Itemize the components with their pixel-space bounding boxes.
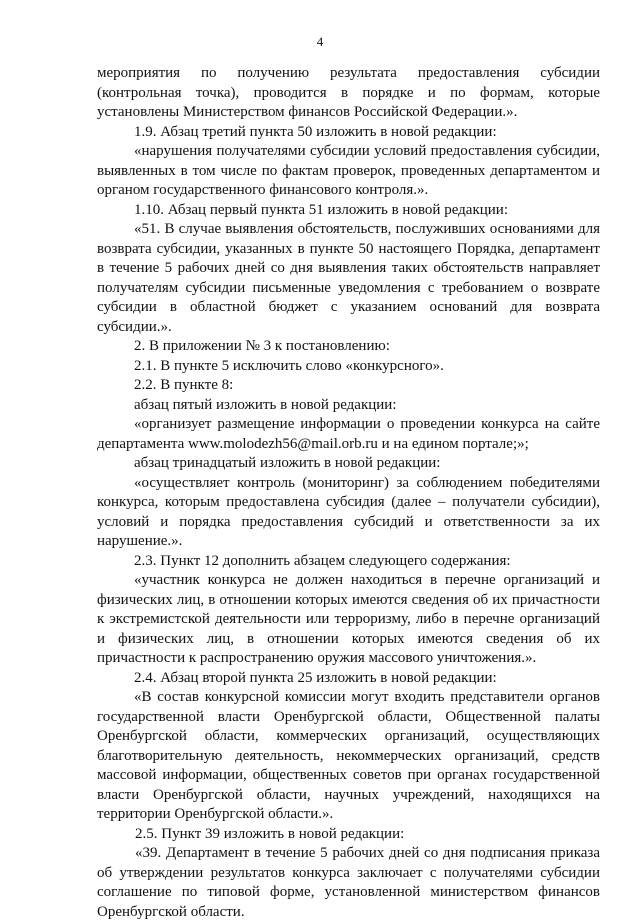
paragraph-quote-2-4: «В состав конкурсной комиссии могут входить представители органов государственной власти Оренбургской области, Общественной палаты Оренбургской области, коммерческих организаций, осуществляющих благотворительную деятельность, некоммерческих организаций, средств массовой информации, общественных советов при органах государственной власти Оренбургской области, научных учреждений, находящихся на территории Оренбургской области.». xyxy=(97,689,600,822)
paragraph-item-2-4: 2.4. Абзац второй пункта 25 изложить в новой редакции: xyxy=(134,669,497,686)
paragraph-item-2-1: 2.1. В пункте 5 исключить слово «конкурсного». xyxy=(134,357,444,374)
paragraph-quote-abzac-5: «организует размещение информации о проведении конкурса на сайте департамента www.molodezh56@mail.orb.ru и на едином портале;»; xyxy=(97,416,600,452)
paragraph-abzac-5: абзац пятый изложить в новой редакции: xyxy=(134,396,397,413)
paragraph-item-2: 2. В приложении № 3 к постановлению: xyxy=(134,338,390,354)
paragraph-abzac-13: абзац тринадцатый изложить в новой редакции: xyxy=(134,455,441,471)
paragraph-item-2-2: 2.2. В пункте 8: xyxy=(134,377,234,393)
paragraph-item-1-10: 1.10. Абзац первый пункта 51 изложить в новой редакции: xyxy=(134,201,508,218)
paragraph-item-2-3: 2.3. Пункт 12 дополнить абзацем следующего содержания: xyxy=(134,552,511,569)
document-body xyxy=(97,64,600,922)
paragraph-item-2-5: 2.5. Пункт 39 изложить в новой редакции: xyxy=(135,825,405,842)
paragraph-quote-1-9: «нарушения получателями субсидии условий предоставления субсидии, выявленных в том числе по фактам проверок, проведенных департаментом и органом государственного финансового контроля.». xyxy=(97,143,600,198)
paragraph-quote-2-5: «39. Департамент в течение 5 рабочих дней со дня подписания приказа об утверждении результатов конкурса заключает с получателями субсидии соглашение по типовой форме, установленной министерством финансов Оренбургской области. xyxy=(97,845,600,920)
paragraph-quote-abzac-13: «осуществляет контроль (мониторинг) за соблюдением победителями конкурса, которым предоставлена субсидия (далее – получатели субсидии), условий и порядка предоставления субсидий и ответственности за их нарушение.». xyxy=(97,474,600,549)
paragraph-quote-1-10: «51. В случае выявления обстоятельств, послуживших основаниями для возврата субсидии, указанных в пункте 50 настоящего Порядка, департамент в течение 5 рабочих дней со дня выявления таких обстоятельств направляет получателям субсидии письменные уведомления с требованием о возврате субсидии в областной бюджет с указанием оснований для возврата субсидии.». xyxy=(97,221,600,335)
paragraph-quote-2-3: «участник конкурса не должен находиться в перечне организаций и физических лиц, в отношении которых имеются сведения об их причастности к экстремистской деятельности или терроризму, либо в перечне организаций и физических лиц, в отношении которых имеются сведения об их причастности к распространению оружия массового уничтожения.». xyxy=(97,572,600,666)
paragraph-item-1-9: 1.9. Абзац третий пункта 50 изложить в новой редакции: xyxy=(134,123,497,140)
paragraph-continuation: мероприятия по получению результата предоставления субсидии (контрольная точка), проводится в порядке и по формам, которые установлены Министерством финансов Российской Федерации.». xyxy=(97,65,600,120)
page-number: 4 xyxy=(316,34,324,49)
